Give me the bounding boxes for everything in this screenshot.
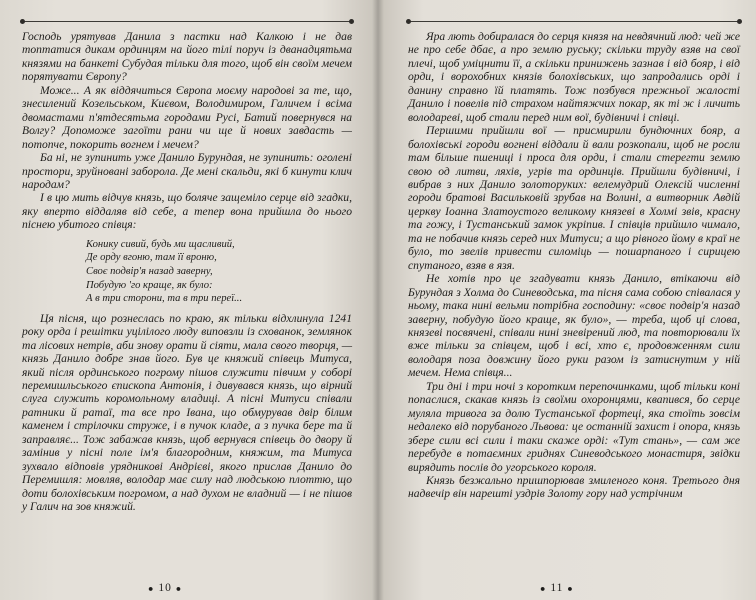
song-verse <box>86 238 352 306</box>
paragraph: І в цю мить відчув князь, що боляче защеміло серце від згадки, яку вперто віддаляв від себе, а тепер вона прийшла до нього піснею убитого співця: <box>22 191 352 232</box>
left-page-text <box>22 30 352 514</box>
header-rule <box>22 21 352 22</box>
paragraph: Три дні і три ночі з коротким перепочинками, щоб тільки коні попаслися, скакав князь із своїми охоронцями, квапився, бо серце муляла тривога за долю Тустанської фортеці, яка стоїть зовсім недалеко від порубаного Львова: це останній захист і опора, князь збере сили всі сили і таки скаже орді: «Тут стань», — сам же перебуде в потаємних гриднях Синеводського монастиря, звідки вирядить послів до угорського короля. <box>408 379 740 474</box>
paragraph: Князь безжально пришпорював змиленого коня. Третього дня надвечір він нарешті уздрів Золоту гору над устрічним <box>408 473 740 501</box>
rule-dot-right <box>737 19 742 24</box>
paragraph: Ця пісня, що рознеслась по краю, як тільки відхлинула 1241 року орда і решітки уцілілого люду виповзли із схованок, землянок та лісових нетрів, аби знову орати й сіяти, мала свого творця, — князь Данило добре знав його. Був це княжий співець Митуса, який після ординського погрому пішов служити півчим у соборі перемишльського єпископа Антонія, і дивувався князь, що вірний слуга служить коромольному владиці. А пісні Митуси співали ратники й ратаї, та все про Івана, що обмурував двір білим каменем і стрілочки струже, і в пучок кладе, а з пучка бере та й заправляє... Тож забажав князь, щоб вернувся співець до двору й замінив у пісні поле ім'я благородним, княжим, та Митуса зухвало відповів урядникові Андрієві, якого прислав Данило до Перемишля: мовляв, володар має силу над людською плоттю, що доти болохівським погромом, а над духом не владний — і не пішов у Галич на зов княжий. <box>22 311 352 514</box>
page-number-value: 10 <box>158 582 172 594</box>
verse-line: Де орду вгоню, там її вроню, <box>86 252 217 264</box>
header-rule <box>408 21 740 22</box>
book-gutter <box>372 0 384 600</box>
verse-line: Побудую 'го краще, як було: <box>86 279 213 291</box>
right-page-text <box>408 30 740 501</box>
verse-line: Конику сивий, будь ми щасливий, <box>86 238 235 250</box>
verse-line: А в три сторони, та в три переї... <box>86 293 243 305</box>
page-number: ● 11 ● <box>540 582 574 594</box>
paragraph: Може... А як віддячиться Європа моєму народові за те, що, знесилений Козельськом, Києвом, Володимиром, Галичем і всіма двомастами п'ятдесятьма городами Русі, Батий повернувся на Волгу? Допоможе загоїти рани чи ще й нових завдасть — потопче, покорить вогнем і мечем? <box>22 83 352 151</box>
verse-line: Своє подвір'я назад заверну, <box>86 265 213 277</box>
rule-dot-right <box>349 19 354 24</box>
rule-dot-left <box>406 19 411 24</box>
rule-dot-left <box>20 19 25 24</box>
paragraph: Яра лють добиралася до серця князя на невдячний люд: чей же не про себе дбає, а про землю руську; скільки труду взяв на свої плечі, щоб уміцнити її, а скільки принижень зазнав і від бояр, і від орди, і ворохобних князів болохівських, що запродались орді і данину справно їй платять. Тож позбувся прежньої жалості Данило і повелів під страхом найтяжчих покар, як ті ж і личить володареві, щоб стали перед ним вої, будівничі і співці. <box>408 30 740 124</box>
paragraph: Господь урятував Данила з пастки над Калкою і не дав топтатися дикам ординцям на його тілі поруч із дванадцятьма князями на банкеті Субудая тільки для того, щоб він своїм мечем порятувати Європу? <box>22 30 352 84</box>
page-number-value: 11 <box>550 582 564 594</box>
page-number: ● 10 ● <box>148 582 183 594</box>
paragraph: Ба ні, не зупинить уже Данило Бурундая, не зупинить: оголені простори, зруйновані заборола. Де мені скальди, які б кинути клич народам? <box>22 151 352 191</box>
right-page <box>378 0 756 600</box>
paragraph: Не хотів про це згадувати князь Данило, втікаючи від Бурундая з Холма до Синеводська, та пісня сама собою співалася у ньому, така нині вельми потрібна господину: «своє подвір'я назад заверну, побудую його краще, як було», — треба, щоб ці слова, князеві посвячені, співали нині зневірений люд, та повторювали їх вже тільки за співцем, щоб і всі, хто є, продовженням сили володаря поза довжину його руки разом із затиснутим у ній мечем. Нема співця... <box>408 272 740 380</box>
paragraph: Першими прийшли вої — присмирили бундючних бояр, а болохівські городи вогнені віддали й вали розкопали, щоб не росли там більше пшениці і проса для орди, і стали стерегти землю свою од литви, ляхів, угрів та ординців. Прийшли будівничі, і вибрав з них Данило золоторуких: велемудрий Олексій численні городи братові Васильковій зрубав на Волині, а витворник Авдій церкву Іоанна Златоустого великому князеві в Холмі звів, красну та гожу, і Тустанський замок укріпив. І співців прийшло чимало, та не побачив князь серед них Митуси; а що рівного йому в краї не було, то звелів привести силоміць — пошарпаного і сирицею спутаного, взяв в язя. <box>408 124 740 272</box>
